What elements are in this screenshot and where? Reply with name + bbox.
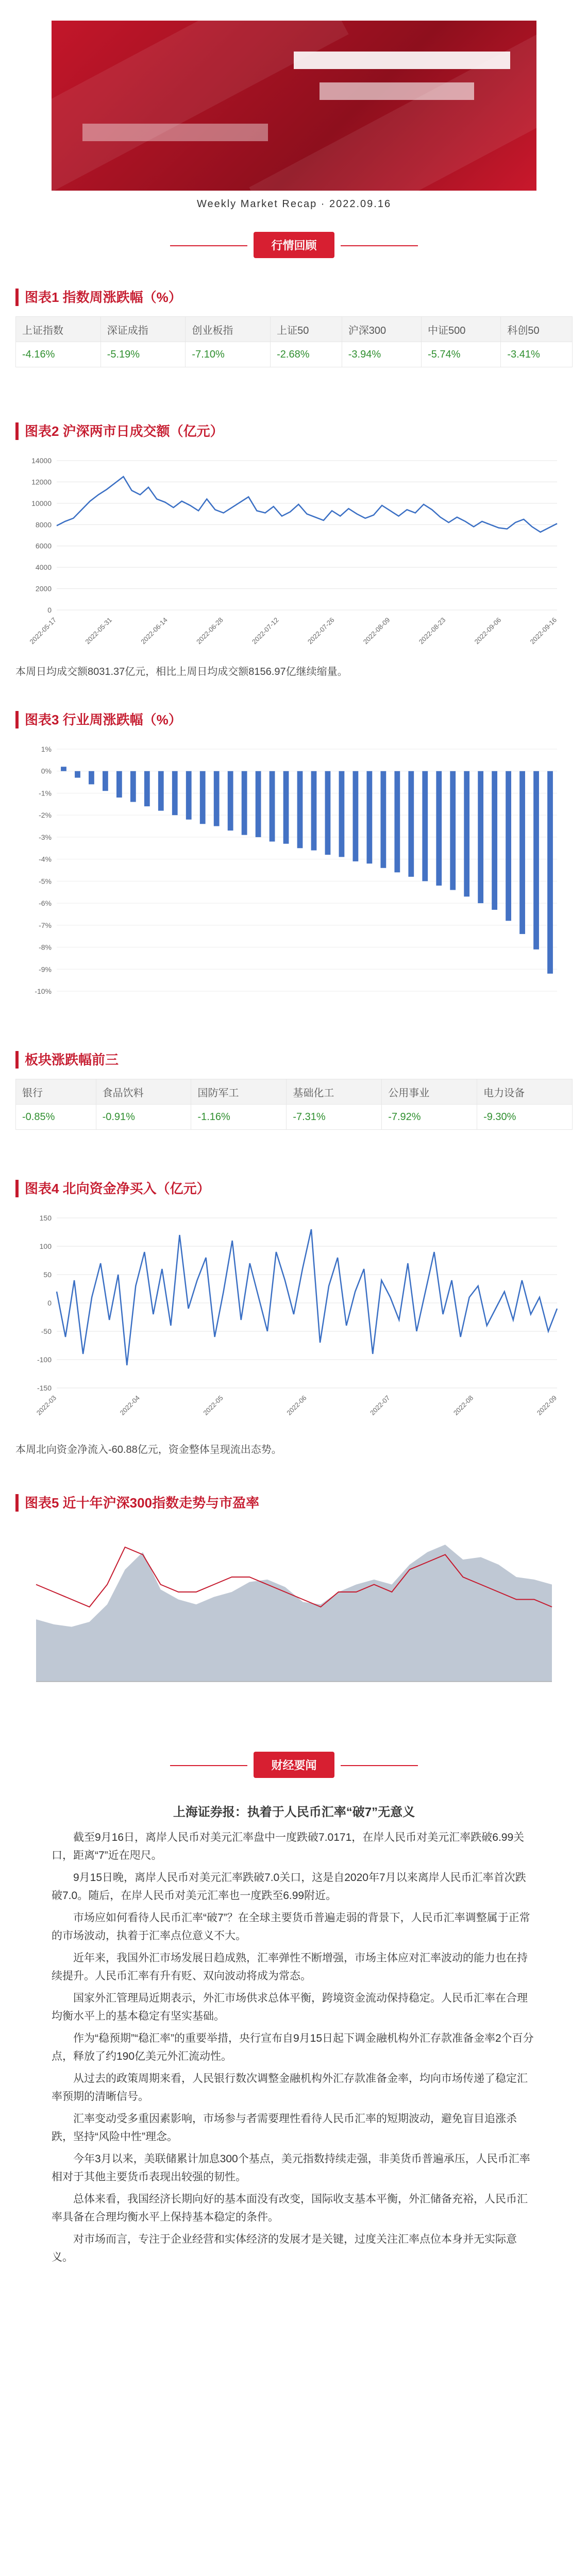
board-change: -0.85% (16, 1105, 96, 1130)
x-tick-label: 2022-07 (368, 1394, 392, 1417)
index-change: -5.19% (100, 342, 186, 367)
article-paragraph: 作为“稳预期”“稳汇率”的重要举措，央行宣布自9月15日起下调金融机构外汇存款准备金率2个百分点，释放了约190亿美元外汇流动性。 (52, 2032, 534, 2062)
board-change: -7.31% (287, 1105, 382, 1130)
y-tick-label: -100 (37, 1355, 52, 1364)
article-paragraph: 市场应如何看待人民币汇率“破7”？在全球主要货币普遍走弱的背景下，人民币汇率调整属于正常的市场波动，执着于汇率点位意义不大。 (52, 1912, 530, 1942)
index-name: 沪深300 (342, 317, 421, 342)
x-tick-label: 2022-05-31 (83, 616, 114, 646)
x-tick-label: 2022-06 (285, 1394, 308, 1417)
y-tick-label: -9% (39, 965, 52, 974)
x-tick-label: 2022-07-12 (250, 616, 280, 646)
industry-bar (422, 771, 428, 882)
x-tick-label: 2022-05-17 (28, 616, 58, 646)
fig-note: 本周日均成交额8031.37亿元，相比上周日均成交额8156.97亿继续缩量。 (15, 666, 348, 677)
industry-bar (353, 771, 359, 861)
industry-bar (283, 771, 289, 844)
index-change: -7.10% (186, 342, 271, 367)
article-paragraph: 国家外汇管理局近期表示，外汇市场供求总体平衡，跨境资金流动保持稳定。人民币汇率在合理均衡水平上的基本稳定有坚实基础。 (52, 1992, 528, 2022)
board-name: 基础化工 (287, 1079, 382, 1105)
index-change: -2.68% (271, 342, 342, 367)
industry-bar (172, 771, 178, 815)
industry-bar (450, 771, 456, 890)
industry-bar (325, 771, 331, 855)
news-article (52, 1803, 536, 2270)
y-tick-label: -3% (39, 833, 52, 841)
y-tick-label: -1% (39, 789, 52, 798)
board-change: -1.16% (191, 1105, 287, 1130)
board-name: 公用事业 (382, 1079, 477, 1105)
index-name: 上证50 (271, 317, 342, 342)
y-tick-label: 100 (39, 1242, 52, 1250)
y-tick-label: 8000 (35, 520, 52, 529)
industry-bar (186, 771, 192, 820)
y-tick-label: 14000 (31, 456, 52, 465)
hero-caption: Weekly Market Recap · 2022.09.16 (52, 191, 536, 217)
fig2 (15, 422, 573, 680)
section-header-news (0, 1752, 588, 1778)
fig-title: 板块涨跌幅前三 (15, 1051, 573, 1069)
x-tick-label: 2022-08-23 (417, 616, 447, 646)
y-tick-label: 6000 (35, 541, 52, 550)
y-tick-label: 0 (47, 606, 52, 614)
industry-bar (228, 771, 233, 831)
y-tick-label: 12000 (31, 478, 52, 486)
index-table (15, 316, 573, 367)
industry-bar (242, 771, 247, 835)
y-tick-label: 2000 (35, 584, 52, 593)
section-header-review (0, 232, 588, 258)
section-pill: 财经要闻 (254, 1752, 334, 1778)
y-tick-label: 0% (41, 767, 52, 775)
article-paragraph: 截至9月16日，离岸人民币对美元汇率盘中一度跌破7.0171，在岸人民币对美元汇率跌破6.99关口，距离“7”近在咫尺。 (52, 1832, 525, 1861)
industry-bar (492, 771, 497, 910)
x-tick-label: 2022-05 (201, 1394, 225, 1417)
index-name: 上证指数 (16, 317, 101, 342)
industry-bar (464, 771, 469, 897)
industry-bar-chart (15, 739, 573, 1007)
y-tick-label: 10000 (31, 499, 52, 507)
y-tick-label: -50 (41, 1327, 52, 1335)
industry-bar (380, 771, 386, 868)
industry-bar (339, 771, 345, 857)
index-change: -3.41% (501, 342, 573, 367)
industry-bar (200, 771, 206, 824)
x-tick-label: 2022-04 (118, 1394, 141, 1417)
x-tick-label: 2022-08-09 (361, 616, 392, 646)
index-change: -4.16% (16, 342, 101, 367)
x-tick-label: 2022-09-06 (473, 616, 503, 646)
y-tick-label: 1% (41, 745, 52, 753)
y-tick-label: -6% (39, 899, 52, 908)
article-title: 上海证券报：执着于人民币汇率“破7”无意义 (173, 1805, 415, 1819)
article-paragraph: 今年3月以来，美联储累计加息300个基点，美元指数持续走强，非美货币普遍承压，人民币汇率相对于其他主要货币表现出较强的韧性。 (52, 2153, 530, 2183)
fig1 (15, 289, 573, 367)
index-name: 深证成指 (100, 317, 186, 342)
board-table (15, 1079, 573, 1130)
fig3 (15, 711, 573, 1009)
index-name: 科创50 (501, 317, 573, 342)
fig-title: 图表2 沪深两市日成交额（亿元） (15, 422, 573, 440)
y-tick-label: 150 (39, 1214, 52, 1222)
x-tick-label: 2022-03 (35, 1394, 58, 1417)
northbound-line-chart (15, 1208, 573, 1434)
industry-bar (436, 771, 442, 886)
y-tick-label: 0 (47, 1299, 52, 1307)
industry-bar (408, 771, 414, 877)
fig-note: 本周北向资金净流入-60.88亿元，资金整体呈现流出态势。 (15, 1444, 282, 1455)
y-tick-label: -2% (39, 811, 52, 820)
fig-board (15, 1051, 573, 1130)
x-tick-label: 2022-07-26 (306, 616, 336, 646)
y-tick-label: -150 (37, 1384, 52, 1392)
industry-bar (75, 771, 80, 778)
industry-bar (103, 771, 108, 791)
y-tick-label: -8% (39, 943, 52, 952)
article-paragraph: 对市场而言，专注于企业经营和实体经济的发展才是关键，过度关注汇率点位本身并无实际意义。 (52, 2233, 517, 2263)
index-area (36, 1545, 552, 1682)
industry-bar (144, 771, 150, 806)
industry-bar (158, 771, 164, 811)
board-name: 电力设备 (477, 1079, 573, 1105)
industry-bar (116, 771, 122, 798)
industry-bar (533, 771, 539, 950)
x-tick-label: 2022-06-28 (195, 616, 225, 646)
article-paragraph: 近年来，我国外汇市场发展日趋成熟，汇率弹性不断增强，市场主体应对汇率波动的能力也在持续提升。人民币汇率有升有贬、双向波动将成为常态。 (52, 1952, 528, 1982)
x-tick-label: 2022-08 (451, 1394, 475, 1417)
fig-title: 图表5 近十年沪深300指数走势与市盈率 (15, 1494, 573, 1512)
board-change: -0.91% (96, 1105, 191, 1130)
y-tick-label: 4000 (35, 563, 52, 572)
x-tick-label: 2022-06-14 (139, 616, 169, 646)
board-change: -9.30% (477, 1105, 573, 1130)
industry-bar (366, 771, 372, 863)
y-tick-label: -7% (39, 921, 52, 929)
industry-bar (89, 771, 94, 785)
index-name: 创业板指 (186, 317, 271, 342)
industry-bar (394, 771, 400, 873)
industry-bar (506, 771, 511, 921)
turnover-line-chart (15, 450, 573, 656)
y-tick-label: 50 (43, 1270, 52, 1279)
fig5 (15, 1494, 573, 1700)
industry-bar (270, 771, 275, 842)
industry-bar (519, 771, 525, 934)
industry-bar (311, 771, 317, 851)
article-paragraph: 汇率变动受多重因素影响，市场参与者需要理性看待人民币汇率的短期波动，避免盲目追涨杀跌，坚持“风险中性”理念。 (52, 2113, 517, 2143)
board-change: -7.92% (382, 1105, 477, 1130)
y-tick-label: -4% (39, 855, 52, 863)
fig-title: 图表3 行业周涨跌幅（%） (15, 711, 573, 728)
index-name: 中证500 (422, 317, 501, 342)
board-name: 国防军工 (191, 1079, 287, 1105)
y-tick-label: -10% (35, 987, 52, 995)
industry-bar (61, 767, 66, 771)
x-tick-label: 2022-09-16 (528, 616, 559, 646)
board-name: 银行 (16, 1079, 96, 1105)
series-line (57, 1229, 557, 1365)
fig-title: 图表4 北向资金净买入（亿元） (15, 1180, 573, 1197)
industry-bar (478, 771, 483, 903)
article-paragraph: 从过去的政策周期来看，人民银行数次调整金融机构外汇存款准备金率，均向市场传递了稳定汇率预期的清晰信号。 (52, 2073, 528, 2103)
fig4 (15, 1180, 573, 1458)
x-tick-label: 2022-09 (535, 1394, 559, 1417)
article-paragraph: 9月15日晚，离岸人民币对美元汇率跌破7.0关口，这是自2020年7月以来离岸人民币汇率首次跌破7.0。随后，在岸人民币对美元汇率也一度跌至6.99附近。 (52, 1872, 526, 1902)
board-name: 食品饮料 (96, 1079, 191, 1105)
industry-bar (214, 771, 220, 826)
y-tick-label: -5% (39, 877, 52, 886)
hero-banner (52, 21, 536, 191)
section-pill: 行情回顾 (254, 232, 334, 258)
series-line (57, 477, 557, 532)
industry-bar (547, 771, 553, 974)
article-paragraph: 总体来看，我国经济长期向好的基本面没有改变，国际收支基本平衡，外汇储备充裕，人民币汇率具备在合理均衡水平上保持基本稳定的条件。 (52, 2193, 528, 2223)
industry-bar (130, 771, 136, 802)
index-change: -3.94% (342, 342, 421, 367)
csi300-area-chart (15, 1522, 573, 1697)
fig-title: 图表1 指数周涨跌幅（%） (15, 289, 573, 306)
industry-bar (256, 771, 261, 837)
index-change: -5.74% (422, 342, 501, 367)
industry-bar (297, 771, 303, 849)
